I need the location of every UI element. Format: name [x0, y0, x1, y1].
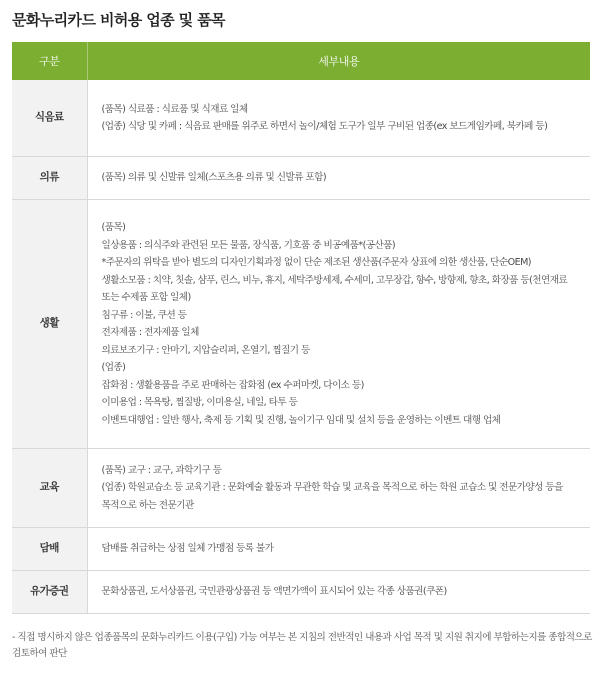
- category-education: 교육: [12, 449, 87, 528]
- detail-line: 일상용품 : 의식주와 관련된 모든 물품, 장식품, 기호품 중 비공예품*(공산품): [101, 239, 396, 251]
- details-clothing: [87, 157, 590, 200]
- detail-line: 이벤트대행업 : 일반 행사, 축제 등 기획 및 진행, 놀이기구 임대 및 설치 등을 운영하는 이벤트 대행 업체: [101, 414, 501, 426]
- header-details: 세부내용: [87, 42, 590, 80]
- detail-line: (업종): [101, 362, 126, 373]
- table-row-securities: [12, 571, 590, 614]
- header-category: 구분: [12, 42, 87, 80]
- details-tobacco: [87, 528, 590, 571]
- restriction-table: [12, 42, 590, 614]
- table-row-clothing: [12, 157, 590, 200]
- table-row-tobacco: [12, 528, 590, 571]
- table-row-living: [12, 200, 590, 449]
- detail-line: 의료보조기구 : 안마기, 지압슬리퍼, 온열기, 찜질기 등: [101, 344, 310, 356]
- detail-line: 침구류 : 이불, 쿠션 등: [101, 309, 187, 321]
- detail-line: (품목): [101, 222, 126, 233]
- detail-line: (품목) 교구 : 교구, 과학기구 등: [101, 464, 222, 476]
- detail-line: *주문자의 위탁을 받아 별도의 디자인기획과정 없이 단순 제조된 생산품(주문자 상표에 의한 생산품, 단순OEM): [101, 257, 532, 268]
- table-row-food: [12, 80, 590, 157]
- category-living: 생활: [12, 200, 87, 449]
- page-title: 문화누리카드 비허용 업종 및 품목: [12, 11, 225, 29]
- detail-line: 전자제품 : 전자제품 일체: [101, 327, 199, 338]
- category-food: 식음료: [12, 80, 87, 157]
- detail-line: (품목) 의류 및 신발류 일체(스포츠용 의류 및 신발류 포함): [101, 172, 327, 184]
- detail-line: 담배를 취급하는 상점 일체 가맹점 등록 불가: [101, 543, 274, 555]
- table-header-row: [12, 42, 590, 80]
- detail-line: 잡화점 : 생활용품을 주로 판매하는 잡화점 (ex 수퍼마켓, 다이소 등): [101, 379, 364, 391]
- detail-line: (업종) 학원교습소 등 교육기관 : 문화예술 활동과 무관한 학습 및 교육을 목적으로 하는 학원 교습소 및 전문가양성 등을 목적으로 하는 전문기관: [101, 482, 563, 511]
- detail-line: 이미용업 : 목욕탕, 찜질방, 이미용실, 네일, 타투 등: [101, 397, 298, 408]
- footnote: - 직접 명시하지 않은 업종품목의 문화누리카드 이용(구입) 가능 여부는 본 지침의 전반적인 내용과 사업 목적 및 지원 취지에 부합하는지를 종합적으로 검토하여 판단: [12, 632, 592, 659]
- details-education: [87, 449, 590, 528]
- detail-line: 생활소모품 : 치약, 칫솔, 샴푸, 린스, 비누, 휴지, 세탁주방세제, 수세미, 고무장갑, 향수, 방향제, 향초, 화장품 등(천연재료 또는 수제품 포함 일체): [101, 274, 568, 303]
- detail-line: 문화상품권, 도서상품권, 국민관광상품권 등 액면가액이 표시되어 있는 각종 상품권(쿠폰): [101, 586, 447, 598]
- details-food: [87, 80, 590, 157]
- category-clothing: 의류: [12, 157, 87, 200]
- category-securities: 유가증권: [12, 571, 87, 614]
- category-tobacco: 담배: [12, 528, 87, 571]
- detail-line: (업종) 식당 및 카페 : 식음료 판매를 위주로 하면서 놀이/체험 도구가 일부 구비된 업종(ex 보드게임카페, 북카페 등): [101, 121, 548, 132]
- table-row-education: [12, 449, 590, 528]
- details-living: [87, 200, 590, 449]
- detail-line: (품목) 식료품 : 식료품 및 식재료 일체: [101, 103, 248, 115]
- details-securities: [87, 571, 590, 614]
